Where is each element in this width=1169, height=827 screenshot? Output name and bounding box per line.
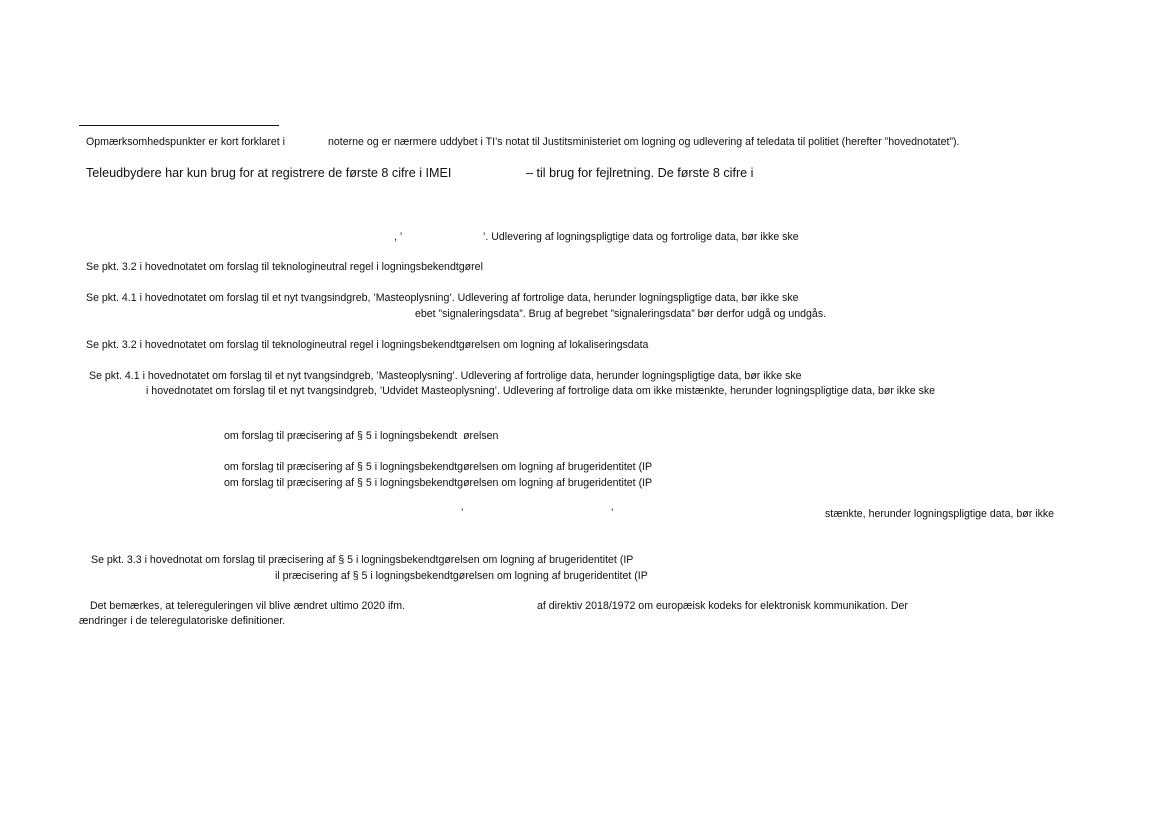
footnote-5-line-2: ebet ”signaleringsdata”. Brug af begrebet ”signaleringsdata” bør derfor udgå og undgås. [415, 308, 827, 320]
footnote-2-part-1: Teleudbydere har kun brug for at registrere de første 8 cifre i IMEI [86, 166, 452, 180]
footnote-4-line-1: Se pkt. 3.2 i hovednotatet om forslag til teknologineutral regel i logningsbekendtgørel [86, 261, 483, 273]
footnote-1-part-1: Opmærksomhedspunkter er kort forklaret i [86, 136, 285, 148]
footnote-7-line-2: i hovednotatet om forslag til et nyt tvangsindgreb, ’Udvidet Masteoplysning’. Udlevering af fortrolige data om ikke mistænkte, herunder logningspligtige data, bør ikke ske [146, 385, 936, 397]
footnote-9-line-2: om forslag til præcisering af § 5 i logningsbekendtgørelsen om logning af brugeridentitet (IP [224, 477, 653, 489]
footnote-12-part-2: af direktiv 2018/1972 om europæisk kodeks for elektronisk kommunikation. Der [537, 600, 908, 612]
footnote-10-line-1: stænkte, herunder logningspligtige data, bør ikke [825, 508, 1055, 520]
footnote-11-line-2: il præcisering af § 5 i logningsbekendtgørelsen om logning af brugeridentitet (IP [275, 570, 648, 582]
footnote-2-part-2: – til brug for fejlretning. De første 8 cifre i [526, 166, 754, 180]
footnote-12-part-1: Det bemærkes, at telereguleringen vil blive ændret ultimo 2020 ifm. [90, 600, 406, 612]
footnote-12-line-2: ændringer i de teleregulatoriske definitioner. [79, 615, 286, 627]
footnote-1-part-2: noterne og er nærmere uddybet i TI’s notat til Justitsministeriet om logning og udlevering af teledata til politiet (herefter ”hovednotatet”). [328, 136, 960, 148]
footnote-7-line-1: Se pkt. 4.1 i hovednotatet om forslag til et nyt tvangsindgreb, ’Masteoplysning’. Udlevering af fortrolige data, herunder logningspligtige data, bør ikke ske [89, 370, 802, 382]
footnote-10-mark-2: ’ [611, 507, 614, 519]
footnote-3-part-2: ’. Udlevering af logningspligtige data og fortrolige data, bør ikke ske [483, 231, 799, 243]
footnote-8-line-1: om forslag til præcisering af § 5 i logningsbekendt ørelsen [224, 430, 499, 442]
footnote-10-mark-1: ’ [461, 507, 464, 519]
footnote-6-line-1: Se pkt. 3.2 i hovednotatet om forslag til teknologineutral regel i logningsbekendtgørelsen om logning af lokaliseringsdata [86, 339, 649, 351]
footnote-5-line-1: Se pkt. 4.1 i hovednotatet om forslag til et nyt tvangsindgreb, ’Masteoplysning’. Udlevering af fortrolige data, herunder logningspligtige data, bør ikke ske [86, 292, 799, 304]
footnote-3-part-1: , ’ [394, 231, 403, 243]
footnote-separator [79, 125, 279, 126]
footnote-11-line-1: Se pkt. 3.3 i hovednotat om forslag til præcisering af § 5 i logningsbekendtgørelsen om logning af brugeridentitet (IP [91, 554, 634, 566]
footnote-9-line-1: om forslag til præcisering af § 5 i logningsbekendtgørelsen om logning af brugeridentitet (IP [224, 461, 653, 473]
